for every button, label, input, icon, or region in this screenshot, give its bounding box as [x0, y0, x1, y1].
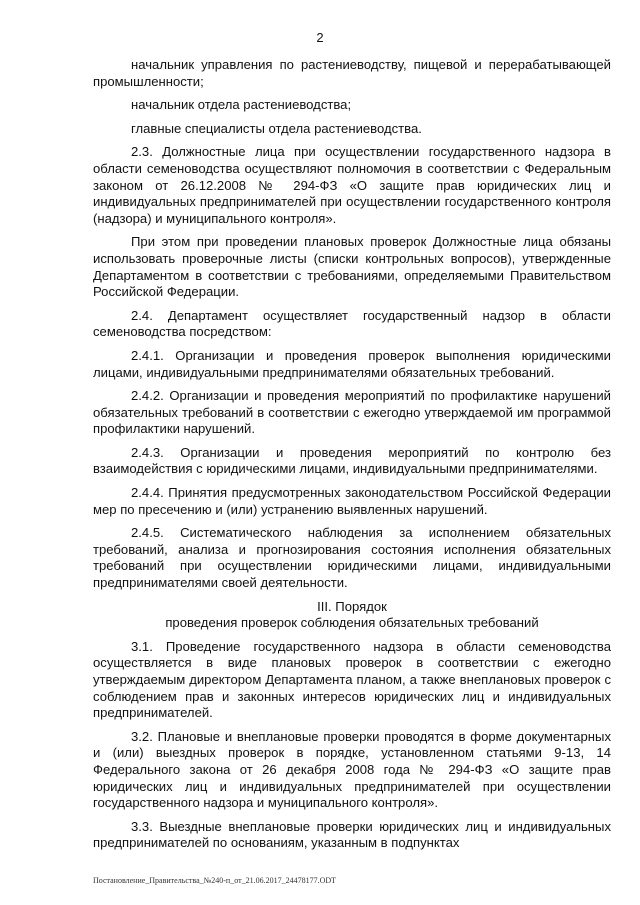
paragraph: главные специалисты отдела растениеводства. [131, 120, 422, 136]
section-heading-title: III. Порядок [317, 598, 387, 614]
paragraph: начальник отдела растениеводства; [131, 97, 352, 113]
paragraph: 3.2. Плановые и внеплановые проверки проводятся в форме документарных и (или) выездных проверок в порядке, установленном статьями 9-13, 14 Федерального закона от 26 декабря 2008 года № 294-ФЗ «О защите прав юридических лиц и индивидуальных предпринимателей при осуществлении государственного надзора и муниципального контроля». [93, 728, 611, 811]
section-heading-subtitle: проведения проверок соблюдения обязательных требований [165, 615, 539, 631]
paragraph: 2.4.5. Систематического наблюдения за исполнением обязательных требований, анализа и прогнозирования состояния исполнения обязательных требований при осуществлении юридическими лицами, индивидуальными предпринимателями своей деятельности. [93, 525, 611, 591]
document-body [93, 57, 611, 859]
page-number: 2 [316, 30, 324, 45]
paragraph: При этом при проведении плановых проверок Должностные лица обязаны использовать проверочные листы (списки контрольных вопросов), утвержденные Департаментом в соответствии с требованиями, определяемыми Правительством Российской Федерации. [93, 234, 611, 300]
paragraph: 2.4. Департамент осуществляет государственный надзор в области семеноводства посредством: [93, 307, 611, 340]
document-footer: Постановление_Правительства_№240-п_от_21.06.2017_24478177.ODT [93, 876, 337, 885]
paragraph: 3.1. Проведение государственного надзора в области семеноводства осуществляется в виде плановых проверок в соответствии с ежегодно утверждаемым директором Департамента планом, а также внеплановых проверок с соблюдением прав и законных интересов юридических лиц и индивидуальных предпринимателей. [93, 638, 611, 721]
paragraph: 2.4.2. Организации и проведения мероприятий по профилактике нарушений обязательных требований в соответствии с ежегодно утверждаемой им программой профилактики нарушений. [93, 388, 611, 437]
paragraph: 2.4.3. Организации и проведения мероприятий по контролю без взаимодействия с юридическими лицами, индивидуальными предпринимателями. [93, 444, 611, 477]
paragraph: начальник управления по растениеводству, пищевой и перерабатывающей промышленности; [93, 57, 611, 89]
paragraph: 2.3. Должностные лица при осуществлении государственного надзора в области семеноводства осуществляют полномочия в соответствии с Федеральным законом от 26.12.2008 № 294-ФЗ «О защите прав юридических лиц и индивидуальных предпринимателей при осуществлении государственного контроля (надзора) и муниципального контроля». [93, 144, 611, 226]
paragraph: 3.3. Выездные внеплановые проверки юридических лиц и индивидуальных предпринимателей по основаниям, указанным в подпунктах [93, 818, 611, 851]
paragraph: 2.4.1. Организации и проведения проверок выполнения юридическими лицами, индивидуальными предпринимателями обязательных требований. [93, 347, 611, 380]
paragraph: 2.4.4. Принятия предусмотренных законодательством Российской Федерации мер по пресечению и (или) устранению выявленных нарушений. [93, 485, 611, 517]
